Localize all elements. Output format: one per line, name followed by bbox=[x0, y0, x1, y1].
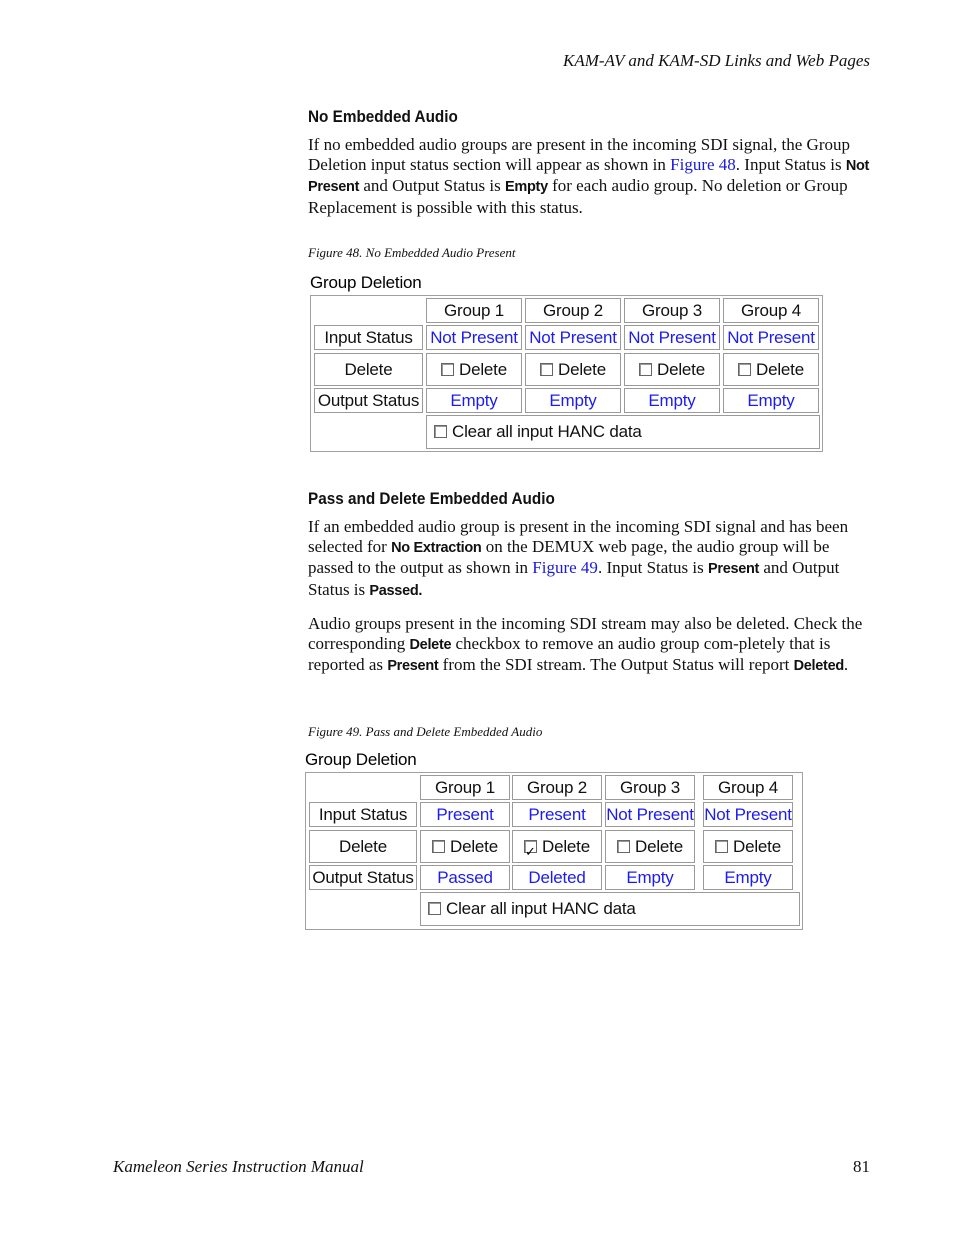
group-header-1: Group 1 bbox=[426, 298, 522, 323]
output-status-group-1: Passed bbox=[420, 865, 510, 890]
delete-checkbox-group-1[interactable] bbox=[441, 363, 454, 376]
paragraph-no-embedded-audio: If no embedded audio groups are present in the incoming SDI signal, the Group Deletion input status section will appear as shown in Figure 48. Input Status is Not Present and Output Status is Empty for each audio group. No deletion or Group Replacement is possible with this status. bbox=[308, 135, 870, 217]
section-title-no-embedded-audio: No Embedded Audio bbox=[308, 107, 458, 126]
delete-checkbox-group-3[interactable] bbox=[617, 840, 630, 853]
delete-checkbox-label: Delete bbox=[542, 837, 590, 856]
group-header-2: Group 2 bbox=[525, 298, 621, 323]
figure-48-link[interactable]: Figure 48 bbox=[670, 155, 736, 175]
delete-checkbox-label: Delete bbox=[450, 837, 498, 856]
output-status-group-3: Empty bbox=[624, 388, 720, 413]
group-deletion-table-fig49 bbox=[305, 772, 803, 930]
delete-checkbox-group-2[interactable] bbox=[540, 363, 553, 376]
input-status-group-4: Not Present bbox=[723, 325, 819, 350]
figure-48-caption: Figure 48. No Embedded Audio Present bbox=[308, 245, 516, 260]
delete-checkbox-group-4[interactable] bbox=[738, 363, 751, 376]
delete-cell-group-2[interactable] bbox=[525, 353, 621, 386]
delete-checkbox-group-4[interactable] bbox=[715, 840, 728, 853]
input-status-group-1: Not Present bbox=[426, 325, 522, 350]
figure-49-link[interactable]: Figure 49 bbox=[532, 558, 598, 578]
delete-checkbox-group-1[interactable] bbox=[432, 840, 445, 853]
delete-checkbox-label: Delete bbox=[558, 360, 606, 379]
delete-cell-group-3[interactable] bbox=[624, 353, 720, 386]
delete-checkbox-group-3[interactable] bbox=[639, 363, 652, 376]
group-header-3: Group 3 bbox=[605, 775, 695, 800]
page-number: 81 bbox=[853, 1157, 870, 1176]
group-header-1: Group 1 bbox=[420, 775, 510, 800]
clear-hanc-label: Clear all input HANC data bbox=[452, 422, 642, 441]
delete-cell-group-4[interactable] bbox=[703, 830, 793, 863]
group-header-4: Group 4 bbox=[703, 775, 793, 800]
input-status-group-3: Not Present bbox=[624, 325, 720, 350]
delete-cell-group-3[interactable] bbox=[605, 830, 695, 863]
input-status-label: Input Status bbox=[314, 325, 423, 350]
input-status-group-3: Not Present bbox=[605, 802, 695, 827]
input-status-group-2: Present bbox=[512, 802, 602, 827]
delete-cell-group-1[interactable] bbox=[420, 830, 510, 863]
input-status-group-4: Not Present bbox=[703, 802, 793, 827]
group-header-4: Group 4 bbox=[723, 298, 819, 323]
delete-checkbox-group-2[interactable] bbox=[524, 840, 537, 853]
input-status-group-1: Present bbox=[420, 802, 510, 827]
group-header-3: Group 3 bbox=[624, 298, 720, 323]
output-status-group-3: Empty bbox=[605, 865, 695, 890]
output-status-group-2: Deleted bbox=[512, 865, 602, 890]
footer-manual-title: Kameleon Series Instruction Manual bbox=[113, 1157, 364, 1176]
clear-hanc-cell[interactable] bbox=[426, 415, 820, 449]
delete-checkbox-label: Delete bbox=[459, 360, 507, 379]
section-title-pass-and-delete: Pass and Delete Embedded Audio bbox=[308, 489, 555, 508]
paragraph-pass-and-delete-1: If an embedded audio group is present in the incoming SDI signal and has been selected for No Extraction on the DEMUX web page, the audio group will be passed to the output as shown in Figure 49. Input Status is Present and Output Status is Passed. bbox=[308, 517, 849, 599]
delete-cell-group-1[interactable] bbox=[426, 353, 522, 386]
delete-checkbox-label: Delete bbox=[756, 360, 804, 379]
output-status-group-4: Empty bbox=[703, 865, 793, 890]
running-head: KAM-AV and KAM-SD Links and Web Pages bbox=[562, 51, 870, 70]
delete-checkbox-label: Delete bbox=[657, 360, 705, 379]
output-status-label: Output Status bbox=[314, 388, 423, 413]
input-status-group-2: Not Present bbox=[525, 325, 621, 350]
clear-hanc-checkbox[interactable] bbox=[428, 902, 441, 915]
delete-cell-group-2[interactable] bbox=[512, 830, 602, 863]
group-deletion-table-fig48 bbox=[310, 295, 823, 452]
delete-cell-group-4[interactable] bbox=[723, 353, 819, 386]
output-status-group-1: Empty bbox=[426, 388, 522, 413]
delete-row-label: Delete bbox=[309, 830, 417, 863]
paragraph-pass-and-delete-2: Audio groups present in the incoming SDI stream may also be deleted. Check the corresponding Delete checkbox to remove an audio group com-pletely that is reported as Present from the SDI stream. The Output Status will report Deleted. bbox=[308, 614, 863, 675]
clear-hanc-label: Clear all input HANC data bbox=[446, 899, 636, 918]
clear-hanc-cell[interactable] bbox=[420, 892, 800, 926]
output-status-label: Output Status bbox=[309, 865, 417, 890]
delete-row-label: Delete bbox=[314, 353, 423, 386]
delete-checkbox-label: Delete bbox=[733, 837, 781, 856]
group-header-2: Group 2 bbox=[512, 775, 602, 800]
delete-checkbox-label: Delete bbox=[635, 837, 683, 856]
figure-49-title: Group Deletion bbox=[305, 750, 417, 769]
output-status-group-2: Empty bbox=[525, 388, 621, 413]
output-status-group-4: Empty bbox=[723, 388, 819, 413]
input-status-label: Input Status bbox=[309, 802, 417, 827]
figure-48-title: Group Deletion bbox=[310, 273, 422, 292]
clear-hanc-checkbox[interactable] bbox=[434, 425, 447, 438]
figure-49-caption: Figure 49. Pass and Delete Embedded Audio bbox=[308, 724, 543, 739]
